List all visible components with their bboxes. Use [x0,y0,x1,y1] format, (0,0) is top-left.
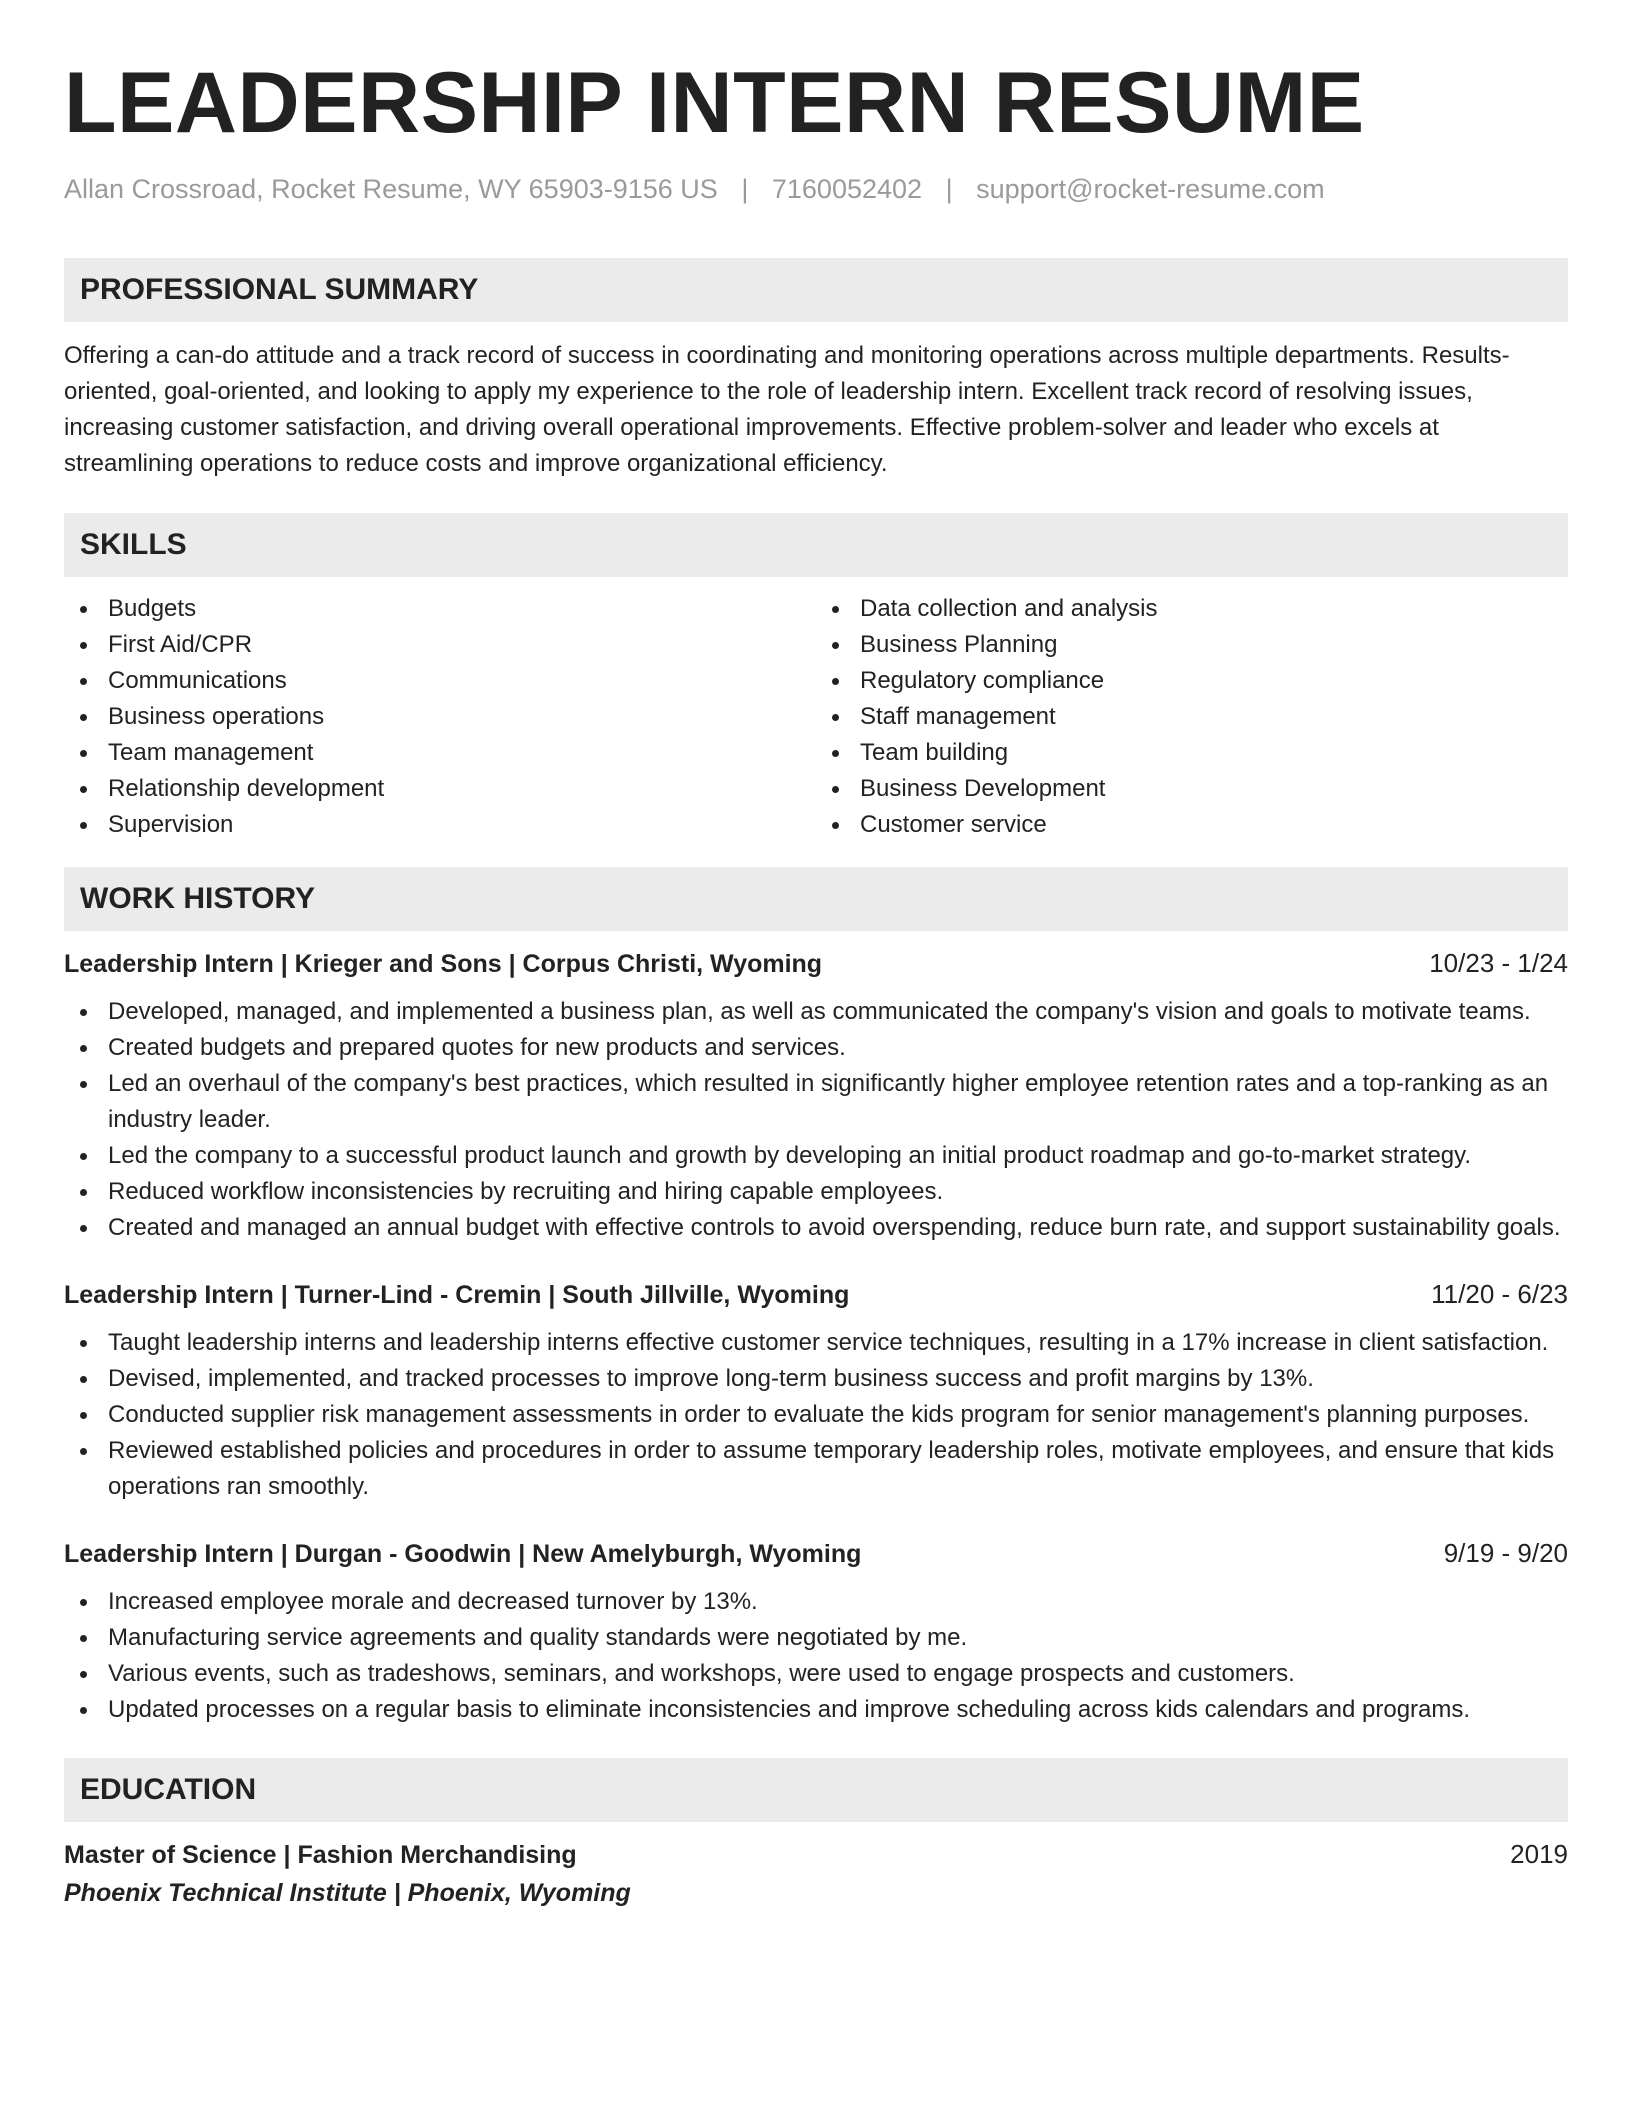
education-year: 2019 [1510,1839,1568,1869]
job-bullet: Reviewed established policies and procedures in order to assume temporary leadership roles, motivate employees, and ensure that kids operations ran smoothly. [64,1433,1568,1505]
section-header-skills: SKILLS [64,513,1568,577]
job-dates: 10/23 - 1/24 [1429,948,1568,978]
contact-separator: | [741,174,749,204]
education-header [64,1836,1568,1873]
skill-item: First Aid/CPR [64,627,816,663]
resume-title: LEADERSHIP INTERN RESUME [64,55,1365,151]
section-header-education: EDUCATION [64,1758,1568,1822]
job-bullet: Led the company to a successful product launch and growth by developing an initial product roadmap and go-to-market strategy. [64,1138,1568,1174]
job-bullet: Manufacturing service agreements and quality standards were negotiated by me. [64,1620,1568,1656]
job-bullet: Created and managed an annual budget with effective controls to avoid overspending, reduce burn rate, and support sustainability goals. [64,1210,1568,1246]
contact-address: Allan Crossroad, Rocket Resume, WY 65903-9156 US [64,174,718,204]
skill-item: Supervision [64,807,816,843]
skill-item: Staff management [816,699,1568,735]
skills-column-right [816,591,1568,843]
job-bullet: Conducted supplier risk management assessments in order to evaluate the kids program for senior management's planning purposes. [64,1397,1568,1433]
skill-item: Team management [64,735,816,771]
job-bullets [64,1325,1568,1505]
job-header [64,1276,1568,1313]
job-bullet: Reduced workflow inconsistencies by recruiting and hiring capable employees. [64,1174,1568,1210]
contact-phone[interactable]: 7160052402 [771,174,923,204]
skill-item: Communications [64,663,816,699]
job-entry [64,945,1568,1246]
skills-grid [64,591,1568,843]
contact-line [64,174,1568,205]
skill-item: Budgets [64,591,816,627]
job-bullets [64,994,1568,1246]
education-degree: Master of Science | Fashion Merchandising [64,1841,577,1869]
job-title: Leadership Intern | Turner-Lind - Cremin | South Jillville, Wyoming [64,1281,850,1309]
job-title: Leadership Intern | Krieger and Sons | Corpus Christi, Wyoming [64,950,823,978]
skill-item: Customer service [816,807,1568,843]
job-bullet: Devised, implemented, and tracked processes to improve long-term business success and profit margins by 13%. [64,1361,1568,1397]
section-header-work-history: WORK HISTORY [64,867,1568,931]
section-header-summary: PROFESSIONAL SUMMARY [64,258,1568,322]
job-title: Leadership Intern | Durgan - Goodwin | New Amelyburgh, Wyoming [64,1540,862,1568]
skill-item: Data collection and analysis [816,591,1568,627]
contact-separator: | [945,174,953,204]
skill-item: Regulatory compliance [816,663,1568,699]
job-entry [64,1535,1568,1728]
job-bullet: Increased employee morale and decreased turnover by 13%. [64,1584,1568,1620]
job-bullet: Updated processes on a regular basis to eliminate inconsistencies and improve scheduling across kids calendars and programs. [64,1692,1568,1728]
job-dates: 11/20 - 6/23 [1431,1279,1568,1309]
job-bullet: Developed, managed, and implemented a business plan, as well as communicated the company's vision and goals to motivate teams. [64,994,1568,1030]
skills-column-left [64,591,816,843]
job-dates: 9/19 - 9/20 [1443,1538,1568,1568]
job-bullet: Various events, such as tradeshows, seminars, and workshops, were used to engage prospects and customers. [64,1656,1568,1692]
education-school: Phoenix Technical Institute | Phoenix, Wyoming [64,1879,631,1907]
summary-text: Offering a can-do attitude and a track record of success in coordinating and monitoring operations across multiple departments. Results-oriented, goal-oriented, and looking to apply my experience to the role of leadership intern. Excellent track record of resolving issues, increasing customer satisfaction, and driving overall operational improvements. Effective problem-solver and leader who excels at streamlining operations to reduce costs and improve organizational efficiency. [64,342,1510,477]
skill-item: Relationship development [64,771,816,807]
job-header [64,945,1568,982]
education-entry [64,1836,1568,1911]
job-entry [64,1276,1568,1505]
contact-email[interactable]: support@rocket-resume.com [976,174,1325,204]
job-bullet: Led an overhaul of the company's best practices, which resulted in significantly higher employee retention rates and a top-ranking as an industry leader. [64,1066,1568,1138]
skill-item: Business Planning [816,627,1568,663]
job-header [64,1535,1568,1572]
job-bullets [64,1584,1568,1728]
skill-item: Business operations [64,699,816,735]
skill-item: Team building [816,735,1568,771]
job-bullet: Created budgets and prepared quotes for new products and services. [64,1030,1568,1066]
job-bullet: Taught leadership interns and leadership interns effective customer service techniques, resulting in a 17% increase in client satisfaction. [64,1325,1568,1361]
skill-item: Business Development [816,771,1568,807]
